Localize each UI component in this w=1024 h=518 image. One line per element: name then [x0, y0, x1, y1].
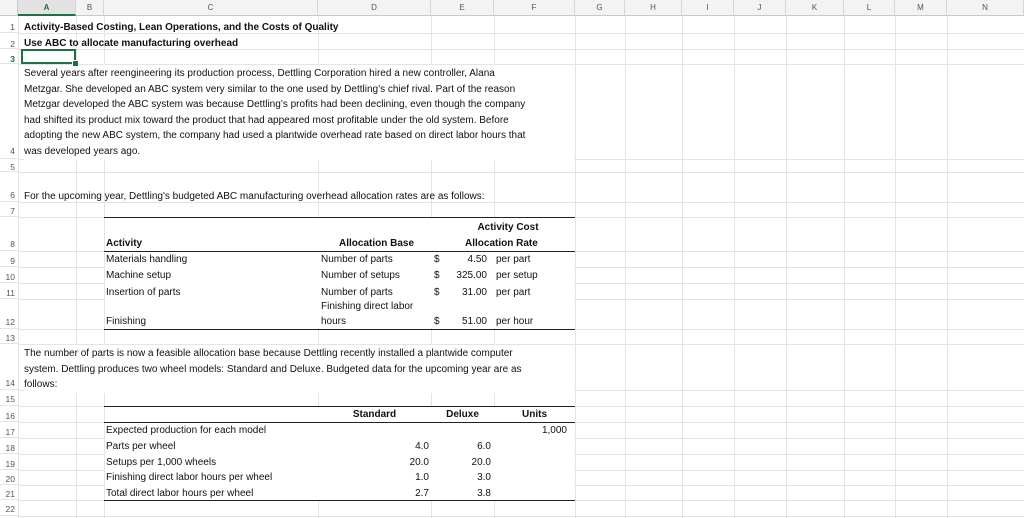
col-header-l[interactable]: L — [844, 0, 895, 16]
budget-header-standard: Standard — [352, 409, 397, 420]
parts-line: follows: — [24, 379, 58, 391]
col-header-g[interactable]: G — [575, 0, 625, 16]
col-header-i[interactable]: I — [682, 0, 734, 16]
rates-header-rate-1: Activity Cost — [477, 222, 539, 233]
budget-standard-value: 2.7 — [415, 488, 429, 499]
row-header-21[interactable]: 21 — [0, 485, 18, 500]
sheet-subtitle: Use ABC to allocate manufacturing overhead — [24, 38, 239, 49]
sheet-title: Activity-Based Costing, Lean Operations, and the Costs of Quality — [24, 22, 339, 33]
rates-header-activity: Activity — [106, 238, 143, 249]
row-header-2[interactable]: 2 — [0, 33, 18, 49]
row-header-4[interactable]: 4 — [0, 64, 18, 159]
col-header-n[interactable]: N — [947, 0, 1024, 16]
intro-line: Metzgar developed the ABC system was because Dettling’s profits had been declining, even though the company — [24, 99, 526, 111]
row-header-6[interactable]: 6 — [0, 172, 18, 202]
col-header-h[interactable]: H — [625, 0, 682, 16]
rate-currency: $ — [434, 254, 440, 265]
rate-base: Number of parts — [321, 254, 393, 265]
parts-line: system. Dettling produces two wheel models: Standard and Deluxe. Budgeted data for the upcoming year are as — [24, 363, 522, 375]
rate-amount: 4.50 — [467, 254, 487, 265]
budget-standard-value: 4.0 — [415, 441, 429, 452]
budget-table-top-rule — [104, 406, 575, 407]
row-header-18[interactable]: 18 — [0, 438, 18, 454]
row-header-8[interactable]: 8 — [0, 217, 18, 251]
rate-currency: $ — [434, 316, 440, 327]
budget-units-value: 1,000 — [541, 425, 567, 436]
col-header-a[interactable]: A — [18, 0, 76, 16]
budget-deluxe-value: 3.0 — [477, 472, 491, 483]
row-header-19[interactable]: 19 — [0, 454, 18, 470]
budget-row-label: Finishing direct labor hours per wheel — [106, 472, 273, 483]
rate-currency: $ — [434, 287, 440, 298]
intro-paragraph — [24, 66, 574, 160]
rate-base-finishing-1: Finishing direct labor — [321, 301, 414, 312]
col-header-e[interactable]: E — [431, 0, 494, 16]
row-header-20[interactable]: 20 — [0, 470, 18, 485]
parts-line: The number of parts is now a feasible allocation base because Dettling recently installed a plantwide computer — [24, 348, 513, 359]
budget-row-label: Setups per 1,000 wheels — [106, 457, 217, 468]
row-header-17[interactable]: 17 — [0, 422, 18, 438]
budget-header-units: Units — [522, 409, 547, 420]
rates-table-bottom-rule — [104, 329, 575, 330]
row-header-12[interactable]: 12 — [0, 299, 18, 329]
selected-cell-a3[interactable] — [21, 49, 76, 64]
rates-intro: For the upcoming year, Dettling's budgeted ABC manufacturing overhead allocation rates are as follows: — [24, 191, 485, 202]
rate-unit: per part — [496, 254, 531, 265]
rate-amount: 51.00 — [461, 316, 487, 327]
intro-line: Several years after reengineering its production process, Dettling Corporation hired a new controller, Alana — [24, 68, 495, 79]
rates-header-base: Allocation Base — [339, 238, 415, 249]
rate-unit: per part — [496, 287, 531, 298]
rate-activity: Machine setup — [106, 270, 172, 281]
budget-deluxe-value: 20.0 — [471, 457, 491, 468]
col-header-f[interactable]: F — [494, 0, 575, 16]
col-header-m[interactable]: M — [895, 0, 947, 16]
rate-amount: 325.00 — [456, 270, 487, 281]
row-header-13[interactable]: 13 — [0, 329, 18, 344]
budget-deluxe-value: 6.0 — [477, 441, 491, 452]
rate-activity: Materials handling — [106, 254, 188, 265]
rates-table-top-rule — [104, 217, 575, 218]
budget-deluxe-value: 3.8 — [477, 488, 491, 499]
intro-line: was developed years ago. — [24, 145, 141, 157]
budget-table-bottom-rule — [104, 500, 575, 501]
rate-unit: per hour — [496, 316, 534, 327]
row-header-22[interactable]: 22 — [0, 500, 18, 516]
rate-base-finishing-2: hours — [321, 316, 347, 327]
budget-row-label: Parts per wheel — [106, 441, 176, 452]
intro-line: adopting the new ABC system, the company had used a plantwide overhead rate based on direct labor hours that — [24, 130, 526, 142]
row-header-3[interactable]: 3 — [0, 49, 18, 64]
budget-row-label: Expected production for each model — [106, 425, 267, 436]
row-header-10[interactable]: 10 — [0, 267, 18, 283]
row-header-14[interactable]: 14 — [0, 344, 18, 390]
rate-unit: per setup — [496, 270, 538, 281]
budget-standard-value: 20.0 — [409, 457, 429, 468]
row-header-9[interactable]: 9 — [0, 251, 18, 267]
select-all-corner[interactable] — [0, 0, 18, 16]
rate-activity-finishing: Finishing — [106, 316, 147, 327]
rate-amount: 31.00 — [461, 287, 487, 298]
intro-line: had shifted its product mix toward the product that had appeared most profitable under the old system. Before — [24, 114, 509, 126]
rate-currency: $ — [434, 270, 440, 281]
col-header-j[interactable]: J — [734, 0, 786, 16]
row-header-16[interactable]: 16 — [0, 406, 18, 422]
rates-header-rate-2: Allocation Rate — [465, 238, 538, 249]
col-header-b[interactable]: B — [76, 0, 104, 16]
row-header-7[interactable]: 7 — [0, 202, 18, 217]
rate-activity: Insertion of parts — [106, 287, 181, 298]
rates-header-rule — [104, 251, 575, 252]
col-header-c[interactable]: C — [104, 0, 318, 16]
budget-header-rule — [104, 422, 575, 423]
budget-standard-value: 1.0 — [415, 472, 429, 483]
row-header-15[interactable]: 15 — [0, 390, 18, 406]
col-header-k[interactable]: K — [786, 0, 844, 16]
intro-line: Metzgar. She developed an ABC system very similar to the one used by Dettling’s chief rival. Part of the reason — [24, 83, 516, 95]
budget-header-deluxe: Deluxe — [446, 409, 479, 420]
parts-paragraph — [24, 346, 574, 393]
budget-row-label: Total direct labor hours per wheel — [106, 488, 254, 499]
rate-base: Number of setups — [321, 270, 400, 281]
col-header-d[interactable]: D — [318, 0, 431, 16]
row-header-5[interactable]: 5 — [0, 159, 18, 172]
row-header-11[interactable]: 11 — [0, 283, 18, 299]
rate-base: Number of parts — [321, 287, 393, 298]
row-header-1[interactable]: 1 — [0, 16, 18, 33]
